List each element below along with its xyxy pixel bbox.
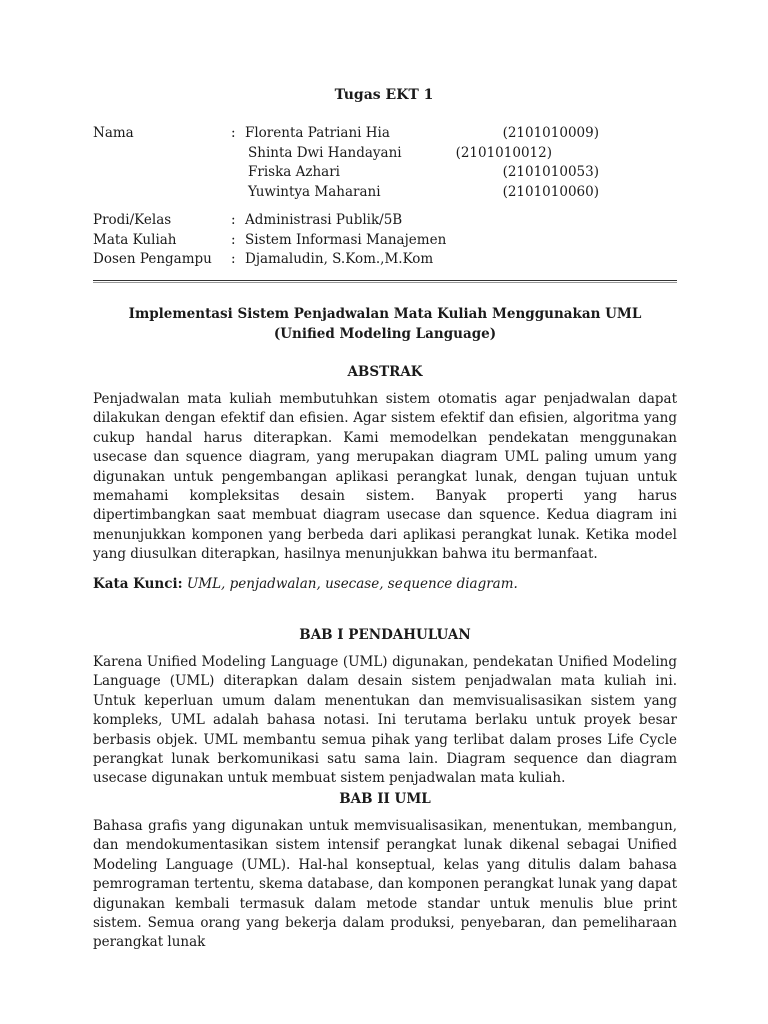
chapter-2-paragraph: Bahasa grafis yang digunakan untuk memvisualisasikan, menentukan, membangun, dan mendokumentasikan sistem intensif perangkat lunak dikenal sebagai Unified Modeling Language (UML). Hal-hal konseptual, kelas yang ditulis dalam bahasa pemrograman tertentu, skema database, dan komponen perangkat lunak yang dapat digunakan kembali termasuk dalam metode standar untuk menulis blue print sistem. Semua orang yang bekerja dalam produksi, penyebaran, dan pemeliharaan perangkat lunak xyxy=(93,818,677,951)
colon: : xyxy=(231,125,236,141)
chapter-1-paragraph: Karena Unified Modeling Language (UML) digunakan, pendekatan Unified Modeling Language (UML) diterapkan dalam desain sistem penjadwalan mata kuliah ini. Untuk keperluan umum dalam menentukan dan memvisualisasikan sistem yang kompleks, UML adalah bahasa notasi. Ini terutama berlaku untuk proyek besar berbasis objek. UML membantu semua pihak yang terlibat dalam proses Life Cycle perangkat lunak berkomunikasi satu sama lain. Diagram sequence dan diagram usecase digunakan untuk membuat sistem penjadwalan mata kuliah. xyxy=(93,654,677,787)
student-name: Shinta Dwi Handayani xyxy=(248,144,402,161)
detail-label: Mata Kuliah xyxy=(93,231,177,248)
divider-line xyxy=(93,280,677,281)
paper-title: Implementasi Sistem Penjadwalan Mata Kuliah Menggunakan UML (Unified Modeling Language) xyxy=(128,306,642,342)
keywords-value: UML, penjadwalan, usecase, sequence diagram. xyxy=(186,576,518,592)
student-nim: (2101010009) xyxy=(502,125,599,141)
detail-value: Sistem Informasi Manajemen xyxy=(245,231,447,248)
keywords-label: Kata Kunci xyxy=(93,576,178,592)
detail-value: Djamaludin, S.Kom.,M.Kom xyxy=(245,251,434,267)
colon: : xyxy=(231,231,236,248)
abstract-paragraph: Penjadwalan mata kuliah membutuhkan sistem otomatis agar penjadwalan dapat dilakukan dengan efektif dan efisien. Agar sistem efektif dan efisien, algoritma yang cukup handal harus diterapkan. Kami memodelkan pendekatan menggunakan usecase dan squence diagram, yang merupakan diagram UML paling umum yang digunakan untuk pengembangan aplikasi perangkat lunak, dengan tujuan untuk memahami kompleksitas desain sistem. Banyak properti yang harus dipertimbangkan saat membuat diagram usecase dan squence. Kedua diagram ini menunjukkan komponen yang berbeda dari aplikasi perangkat lunak. Ketika model yang diusulkan diterapkan, hasilnya menunjukkan bahwa itu bermanfaat. xyxy=(93,391,677,563)
student-row xyxy=(93,144,683,164)
colon: : xyxy=(177,576,183,592)
chapter-2-heading: BAB II UML xyxy=(339,791,431,807)
student-name: Yuwintya Maharani xyxy=(248,183,381,200)
abstract-heading: ABSTRAK xyxy=(347,364,423,380)
divider-line xyxy=(93,282,677,283)
student-nim: (2101010053) xyxy=(502,164,599,180)
student-name: Florenta Patriani Hia xyxy=(245,125,390,141)
keywords-line xyxy=(93,574,677,594)
detail-row xyxy=(93,250,683,270)
detail-label: Prodi/Kelas xyxy=(93,212,172,228)
colon: : xyxy=(231,251,236,267)
student-row xyxy=(93,163,683,183)
chapter-1-heading: BAB I PENDAHULUAN xyxy=(299,627,471,643)
student-list xyxy=(93,124,683,202)
student-row xyxy=(93,124,683,144)
name-label: Nama xyxy=(93,125,134,141)
colon: : xyxy=(231,212,236,228)
student-nim: (2101010012) xyxy=(455,144,552,161)
detail-value: Administrasi Publik/5B xyxy=(245,212,403,228)
assignment-title: Tugas EKT 1 xyxy=(334,87,434,103)
student-nim: (2101010060) xyxy=(502,183,599,200)
student-row xyxy=(93,183,683,203)
student-name: Friska Azhari xyxy=(248,164,340,180)
detail-row xyxy=(93,211,683,231)
detail-row xyxy=(93,231,683,251)
course-details xyxy=(93,211,683,270)
detail-label: Dosen Pengampu xyxy=(93,251,212,267)
